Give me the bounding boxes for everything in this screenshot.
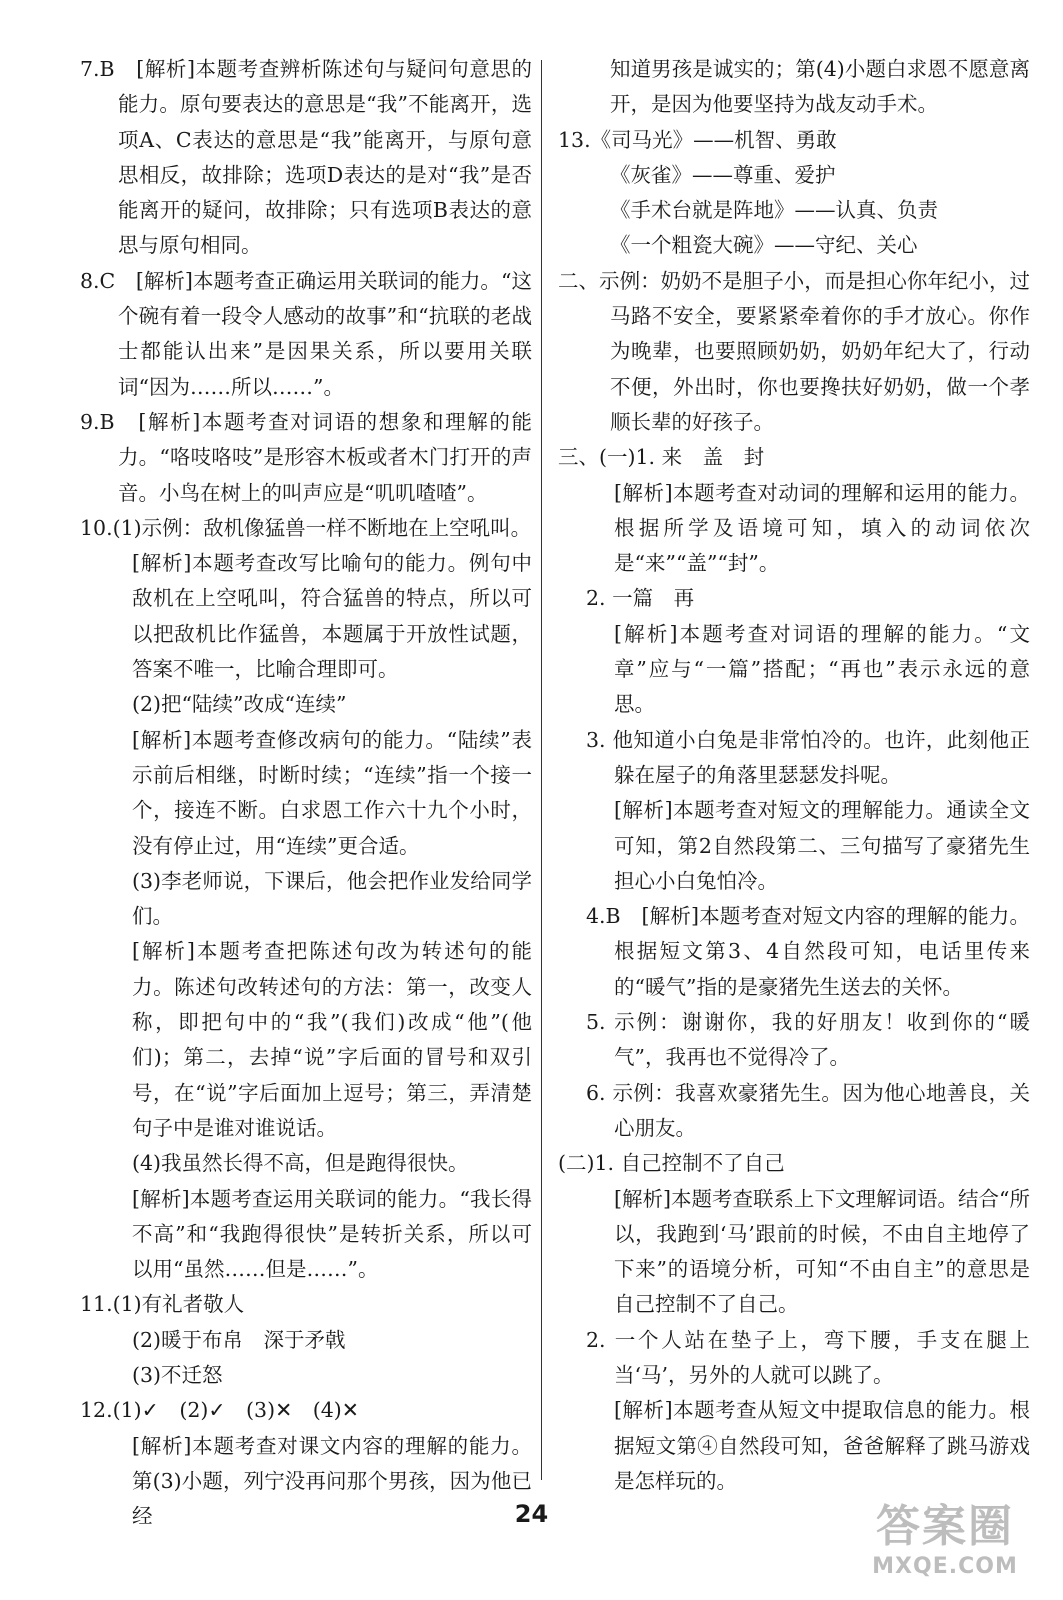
analysis-10-4: [解析]本题考查运用关联词的能力。“我长得不高”和“我跑得很快”是转折关系，所以可以用“虽然……但是……”。 bbox=[132, 1186, 532, 1282]
section-3-2-2: 2. 一个人站在垫子上，弯下腰，手支在腿上当‘马’，另外的人就可以跳了。 bbox=[586, 1327, 1030, 1387]
answer-11-2: (2)暖于布帛 深于矛戟 bbox=[132, 1327, 346, 1352]
section-3-1-6: 6. 示例：我喜欢豪猪先生。因为他心地善良，关心朋友。 bbox=[586, 1080, 1030, 1140]
answer-10-1: 10.(1)示例：敌机像猛兽一样不断地在上空吼叫。 bbox=[80, 515, 532, 540]
analysis-3-2-1: [解析]本题考查联系上下文理解词语。结合“所以，我跑到‘马’跟前的时候，不由自主地停了下来”的语境分析，可知“不由自主”的意思是自己控制不了自己。 bbox=[614, 1186, 1030, 1317]
answer-9: 9.B [解析]本题考查对词语的想象和理解的能力。“咯吱咯吱”是形容木板或者木门打开的声音。小鸟在树上的叫声应是“叽叽喳喳”。 bbox=[80, 409, 532, 505]
section-2-answer: 二、示例：奶奶不是胆子小，而是担心你年纪小，过马路不安全，要紧紧牵着你的手才放心。你作为晚辈，也要照顾奶奶，奶奶年纪大了，行动不便，外出时，你也要搀扶好奶奶，做一个孝顺长辈的好孩子。 bbox=[558, 268, 1030, 434]
answer-10-4: (4)我虽然长得不高，但是跑得很快。 bbox=[132, 1151, 469, 1176]
section-3-1-5: 5. 示例：谢谢你，我的好朋友！收到你的“暖气”，我再也不觉得冷了。 bbox=[586, 1010, 1030, 1070]
analysis-3-1-3: [解析]本题考查对短文的理解能力。通读全文可知，第2自然段第二、三句描写了豪猪先生担心小白兔怕冷。 bbox=[614, 798, 1030, 893]
watermark-title: 答案圈 bbox=[876, 1501, 1014, 1552]
answer-7: 7.B [解析]本题考查辨析陈述句与疑问句意思的能力。原句要表达的意思是“我”不能离开，选项A、C表达的意思是“我”能离开，与原句意思相反，故排除；选项D表达的是对“我”是否能离开的疑问，故排除；只有选项B表达的意思与原句相同。 bbox=[80, 57, 532, 258]
analysis-3-1-2: [解析]本题考查对词语的理解的能力。“文章”应与“一篇”搭配；“再也”表示永远的意思。 bbox=[614, 621, 1030, 717]
watermark-url: MXQE.COM bbox=[872, 1554, 1018, 1579]
answer-13-1: 13.《司马光》——机智、勇敢 bbox=[558, 127, 837, 152]
answer-13-4: 《一个粗瓷大碗》——守纪、关心 bbox=[610, 233, 918, 258]
answer-13-2: 《灰雀》——尊重、爱护 bbox=[610, 162, 836, 187]
analysis-3-2-2: [解析]本题考查从短文中提取信息的能力。根据短文第④自然段可知，爸爸解释了跳马游戏是怎样玩的。 bbox=[614, 1398, 1030, 1493]
section-3-1-3: 3. 他知道小白兔是非常怕冷的。也许，此刻他正躲在屋子的角落里瑟瑟发抖呢。 bbox=[586, 727, 1030, 787]
answer-12: 12.(1)✓ (2)✓ (3)✕ (4)✕ bbox=[80, 1398, 359, 1423]
analysis-10-2: [解析]本题考查修改病句的能力。“陆续”表示前后相继，时断时续；“连续”指一个接一个，接连不断。白求恩工作六十九个小时，没有停止过，用“连续”更合适。 bbox=[132, 727, 532, 858]
answer-11-1: 11.(1)有礼者敬人 bbox=[80, 1292, 245, 1317]
section-3-1-1: 三、(一)1. 来 盖 封 bbox=[558, 445, 765, 470]
section-3-1-4: 4.B [解析]本题考查对短文内容的理解的能力。根据短文第3、4自然段可知，电话里传来的“暖气”指的是豪猪先生送去的关怀。 bbox=[586, 904, 1030, 999]
analysis-10-1: [解析]本题考查改写比喻句的能力。例句中敌机在上空吼叫，符合猛兽的特点，所以可以把敌机比作猛兽，本题属于开放性试题，答案不唯一，比喻合理即可。 bbox=[132, 551, 532, 682]
answer-10-2: (2)把“陆续”改成“连续” bbox=[132, 692, 347, 717]
watermark-logo bbox=[855, 1500, 1035, 1592]
answer-8: 8.C [解析]本题考查正确运用关联词的能力。“这个碗有着一段令人感动的故事”和“抗联的老战士都能认出来”是因果关系，所以要用关联词“因为……所以……”。 bbox=[80, 268, 532, 399]
analysis-12: [解析]本题考查对课文内容的理解的能力。第(3)小题，列宁没再问那个男孩，因为他已经 bbox=[132, 1433, 532, 1529]
page-number: 24 bbox=[514, 1500, 549, 1528]
answer-11-3: (3)不迁怒 bbox=[132, 1362, 223, 1387]
analysis-12-cont: 知道男孩是诚实的；第(4)小题白求恩不愿意离开，是因为他要坚持为战友动手术。 bbox=[610, 57, 1030, 117]
answer-13-3: 《手术台就是阵地》——认真、负责 bbox=[610, 198, 938, 223]
analysis-3-1-1: [解析]本题考查对动词的理解和运用的能力。根据所学及语境可知，填入的动词依次是“来”“盖”“封”。 bbox=[614, 480, 1030, 576]
right-column bbox=[558, 52, 1030, 1499]
analysis-10-3: [解析]本题考查把陈述句改为转述句的能力。陈述句改转述句的方法：第一，改变人称，即把句中的“我”(我们)改成“他”(他们)；第二，去掉“说”字后面的冒号和双引号，在“说”字后面加上逗号；第三，弄清楚句子中是谁对谁说话。 bbox=[132, 939, 532, 1140]
section-3-1-2: 2. 一篇 再 bbox=[586, 586, 695, 611]
answer-10-3: (3)李老师说，下课后，他会把作业发给同学们。 bbox=[132, 868, 532, 929]
section-3-2-1: (二)1. 自己控制不了自己 bbox=[558, 1151, 785, 1176]
left-column bbox=[80, 52, 532, 1534]
column-divider bbox=[541, 60, 542, 1480]
